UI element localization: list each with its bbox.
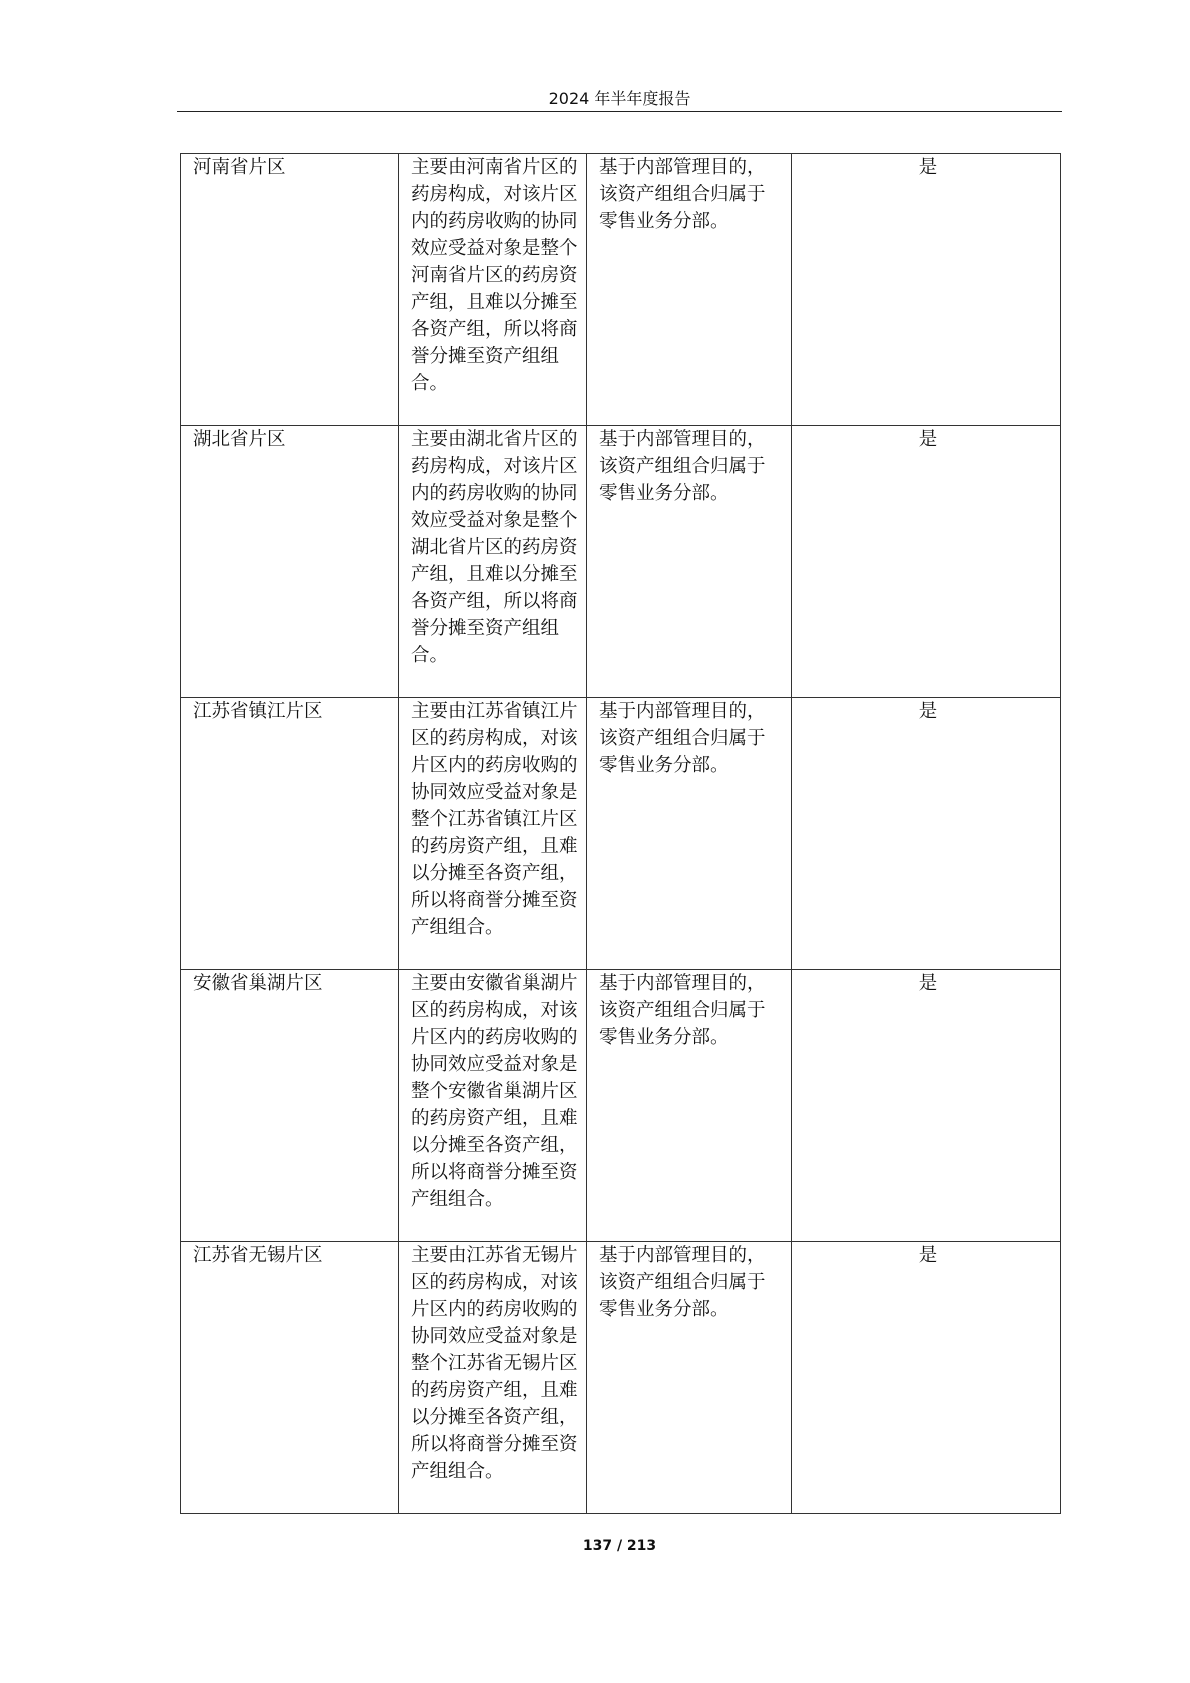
table-row <box>181 154 1061 426</box>
cell-composition: 主要由江苏省镇江片区的药房构成，对该片区内的药房收购的协同效应受益对象是整个江苏省镇江片区的药房资产组，且难以分摊至各资产组，所以将商誉分摊至资产组组合。 <box>399 698 587 970</box>
table-row <box>181 1242 1061 1514</box>
cell-basis: 基于内部管理目的，该资产组组合归属于零售业务分部。 <box>587 698 792 970</box>
cell-composition: 主要由湖北省片区的药房构成，对该片区内的药房收购的协同效应受益对象是整个湖北省片区的药房资产组，且难以分摊至各资产组，所以将商誉分摊至资产组组合。 <box>399 426 587 698</box>
cell-composition: 主要由江苏省无锡片区的药房构成，对该片区内的药房收购的协同效应受益对象是整个江苏省无锡片区的药房资产组，且难以分摊至各资产组，所以将商誉分摊至资产组组合。 <box>399 1242 587 1514</box>
cell-consistent: 是 <box>792 154 1061 426</box>
cell-basis: 基于内部管理目的，该资产组组合归属于零售业务分部。 <box>587 154 792 426</box>
cell-consistent: 是 <box>792 426 1061 698</box>
table-row <box>181 426 1061 698</box>
cell-consistent: 是 <box>792 1242 1061 1514</box>
cell-region-name: 安徽省巢湖片区 <box>181 970 399 1242</box>
cell-composition: 主要由河南省片区的药房构成，对该片区内的药房收购的协同效应受益对象是整个河南省片区的药房资产组，且难以分摊至各资产组，所以将商誉分摊至资产组组合。 <box>399 154 587 426</box>
page-number: 137 / 213 <box>582 1538 657 1554</box>
cell-consistent: 是 <box>792 970 1061 1242</box>
table-row <box>181 970 1061 1242</box>
cell-region-name: 河南省片区 <box>181 154 399 426</box>
cell-basis: 基于内部管理目的，该资产组组合归属于零售业务分部。 <box>587 1242 792 1514</box>
cell-consistent: 是 <box>792 698 1061 970</box>
table-row <box>181 698 1061 970</box>
header-divider <box>177 111 1062 112</box>
cell-region-name: 江苏省无锡片区 <box>181 1242 399 1514</box>
cell-region-name: 江苏省镇江片区 <box>181 698 399 970</box>
page-header-title: 2024 年半年度报告 <box>548 89 691 108</box>
cell-basis: 基于内部管理目的，该资产组组合归属于零售业务分部。 <box>587 970 792 1242</box>
goodwill-allocation-table <box>180 153 1061 1514</box>
cell-basis: 基于内部管理目的，该资产组组合归属于零售业务分部。 <box>587 426 792 698</box>
cell-composition: 主要由安徽省巢湖片区的药房构成，对该片区内的药房收购的协同效应受益对象是整个安徽省巢湖片区的药房资产组，且难以分摊至各资产组，所以将商誉分摊至资产组组合。 <box>399 970 587 1242</box>
cell-region-name: 湖北省片区 <box>181 426 399 698</box>
